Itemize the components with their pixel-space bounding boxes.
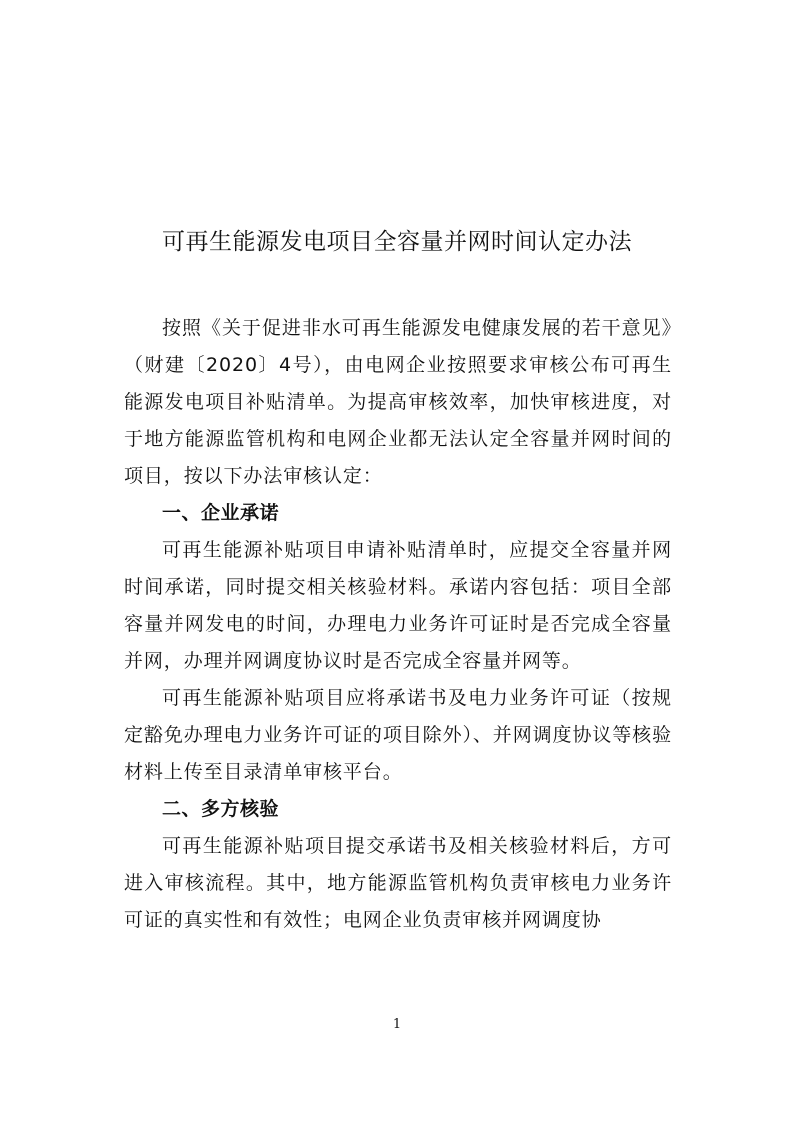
commitment-paragraph-1: 可再生能源补贴项目申请补贴清单时，应提交全容量并网时间承诺，同时提交相关核验材料。承诺内容包括：项目全部容量并网发电的时间，办理电力业务许可证时是否完成全容量并网，办理并网调度协议时是否完成全容量并网等。 <box>124 539 672 672</box>
intro-text-part3: ），由电网企业按照要求审核公布可再生能源发电项目补贴清单。为提高审核效率，加快审核进度，对于地方能源监管机构和电网企业都无法认定全容量并网时间的项目，按以下办法审核认定： <box>124 354 672 487</box>
document-body <box>124 310 672 939</box>
intro-paragraph <box>124 310 672 495</box>
commitment-paragraph-2: 可再生能源补贴项目应将承诺书及电力业务许可证（按规定豁免办理电力业务许可证的项目除外）、并网调度协议等核验材料上传至目录清单审核平台。 <box>124 687 672 783</box>
section-heading-commitment: 一、企业承诺 <box>162 502 280 524</box>
page-number: 1 <box>392 1017 402 1032</box>
document-number: 2020〕4号 <box>206 354 314 376</box>
intro-text-part1: 按照《关于促进非水可再生能源发电健康发展的若干意见》（财建〔 <box>124 317 672 376</box>
document-title: 可再生能源发电项目全容量并网时间认定办法 <box>162 229 632 255</box>
verification-paragraph-1: 可再生能源补贴项目提交承诺书及相关核验材料后，方可进入审核流程。其中，地方能源监管机构负责审核电力业务许可证的真实性和有效性；电网企业负责审核并网调度协 <box>124 835 672 931</box>
section-heading-verification: 二、多方核验 <box>162 798 280 820</box>
